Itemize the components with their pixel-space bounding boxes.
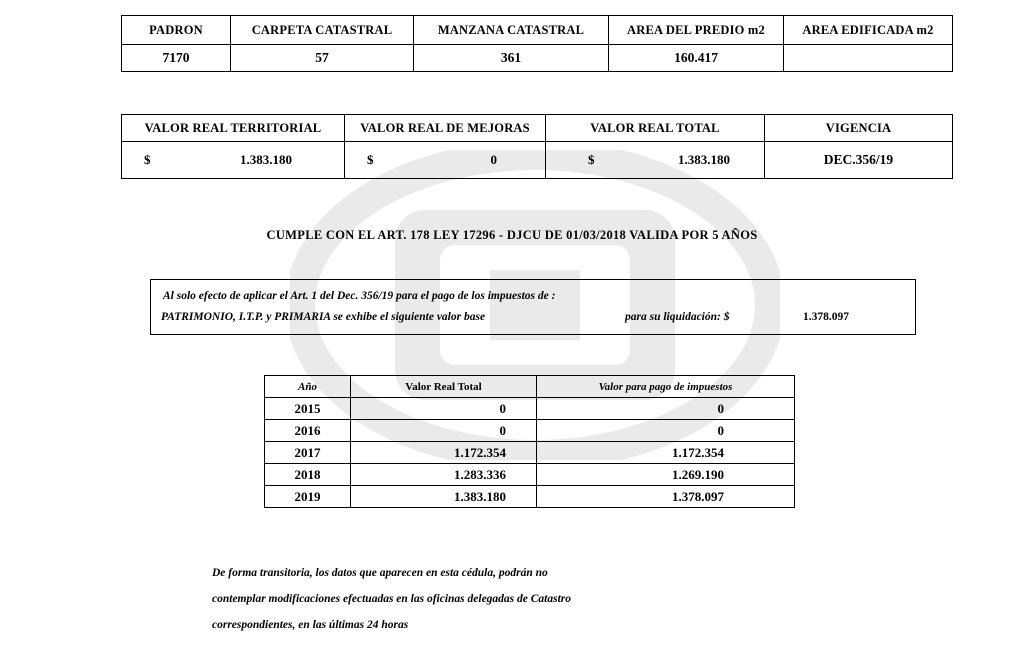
value-area-edificada — [784, 45, 953, 72]
table-row — [265, 486, 795, 508]
mejoras-value: 0 — [490, 152, 497, 167]
footer-line-3: correspondientes, en las últimas 24 horas — [212, 619, 409, 631]
table-row — [265, 398, 795, 420]
year-cell: 2019 — [265, 486, 351, 508]
total-cell: 0 — [351, 398, 537, 420]
compliance-statement: CUMPLE CON EL ART. 178 LEY 17296 - DJCU DE 01/03/2018 VALIDA POR 5 AÑOS — [266, 228, 758, 242]
value-padron: 7170 — [122, 45, 231, 72]
notice-base-value: 1.378.097 — [803, 311, 849, 323]
footer-line-2: contemplar modificaciones efectuadas en las oficinas delegadas de Catastro — [212, 593, 572, 605]
header-total: VALOR REAL TOTAL — [546, 115, 765, 142]
header-area-edificada: AREA EDIFICADA m2 — [784, 16, 953, 45]
header-area-predio: AREA DEL PREDIO m2 — [609, 16, 784, 45]
territorial-cell — [122, 142, 345, 179]
value-manzana: 361 — [414, 45, 609, 72]
mejoras-cell — [345, 142, 546, 179]
footer-line-1: De forma transitoria, los datos que aparecen en esta cédula, podrán no — [212, 567, 548, 579]
table-row — [265, 442, 795, 464]
header-manzana: MANZANA CATASTRAL — [414, 16, 609, 45]
currency-sign: $ — [588, 152, 595, 167]
header-carpeta: CARPETA CATASTRAL — [231, 16, 414, 45]
header-valor-real-total: Valor Real Total — [351, 376, 537, 398]
total-value: 1.383.180 — [678, 152, 730, 167]
header-year: Año — [265, 376, 351, 398]
footer-note — [212, 560, 571, 638]
total-cell — [546, 142, 765, 179]
total-cell: 1.172.354 — [351, 442, 537, 464]
currency-sign: $ — [367, 152, 374, 167]
header-valor-pago: Valor para pago de impuestos — [537, 376, 795, 398]
notice-liquidacion-label: para su liquidación: $ — [625, 311, 730, 323]
valuation-table — [121, 114, 953, 179]
notice-line-2: PATRIMONIO, I.T.P. y PRIMARIA se exhibe el siguiente valor base — [161, 311, 486, 323]
header-padron: PADRON — [122, 16, 231, 45]
pago-cell: 0 — [537, 398, 795, 420]
parcel-info-table — [121, 15, 953, 72]
header-mejoras: VALOR REAL DE MEJORAS — [345, 115, 546, 142]
notice-box — [150, 279, 916, 335]
yearly-values-table — [264, 375, 795, 508]
year-cell: 2016 — [265, 420, 351, 442]
pago-cell: 0 — [537, 420, 795, 442]
value-area-predio: 160.417 — [609, 45, 784, 72]
total-cell: 1.283.336 — [351, 464, 537, 486]
header-territorial: VALOR REAL TERRITORIAL — [122, 115, 345, 142]
year-cell: 2017 — [265, 442, 351, 464]
table-row — [265, 420, 795, 442]
total-cell: 0 — [351, 420, 537, 442]
notice-line-1: Al solo efecto de aplicar el Art. 1 del Dec. 356/19 para el pago de los impuestos de : — [163, 290, 556, 302]
territorial-value: 1.383.180 — [240, 152, 292, 167]
pago-cell: 1.172.354 — [537, 442, 795, 464]
pago-cell: 1.269.190 — [537, 464, 795, 486]
header-vigencia: VIGENCIA — [765, 115, 953, 142]
table-row — [265, 464, 795, 486]
total-cell: 1.383.180 — [351, 486, 537, 508]
pago-cell: 1.378.097 — [537, 486, 795, 508]
currency-sign: $ — [144, 152, 151, 167]
year-cell: 2015 — [265, 398, 351, 420]
vigencia-value: DEC.356/19 — [765, 142, 953, 179]
year-cell: 2018 — [265, 464, 351, 486]
value-carpeta: 57 — [231, 45, 414, 72]
